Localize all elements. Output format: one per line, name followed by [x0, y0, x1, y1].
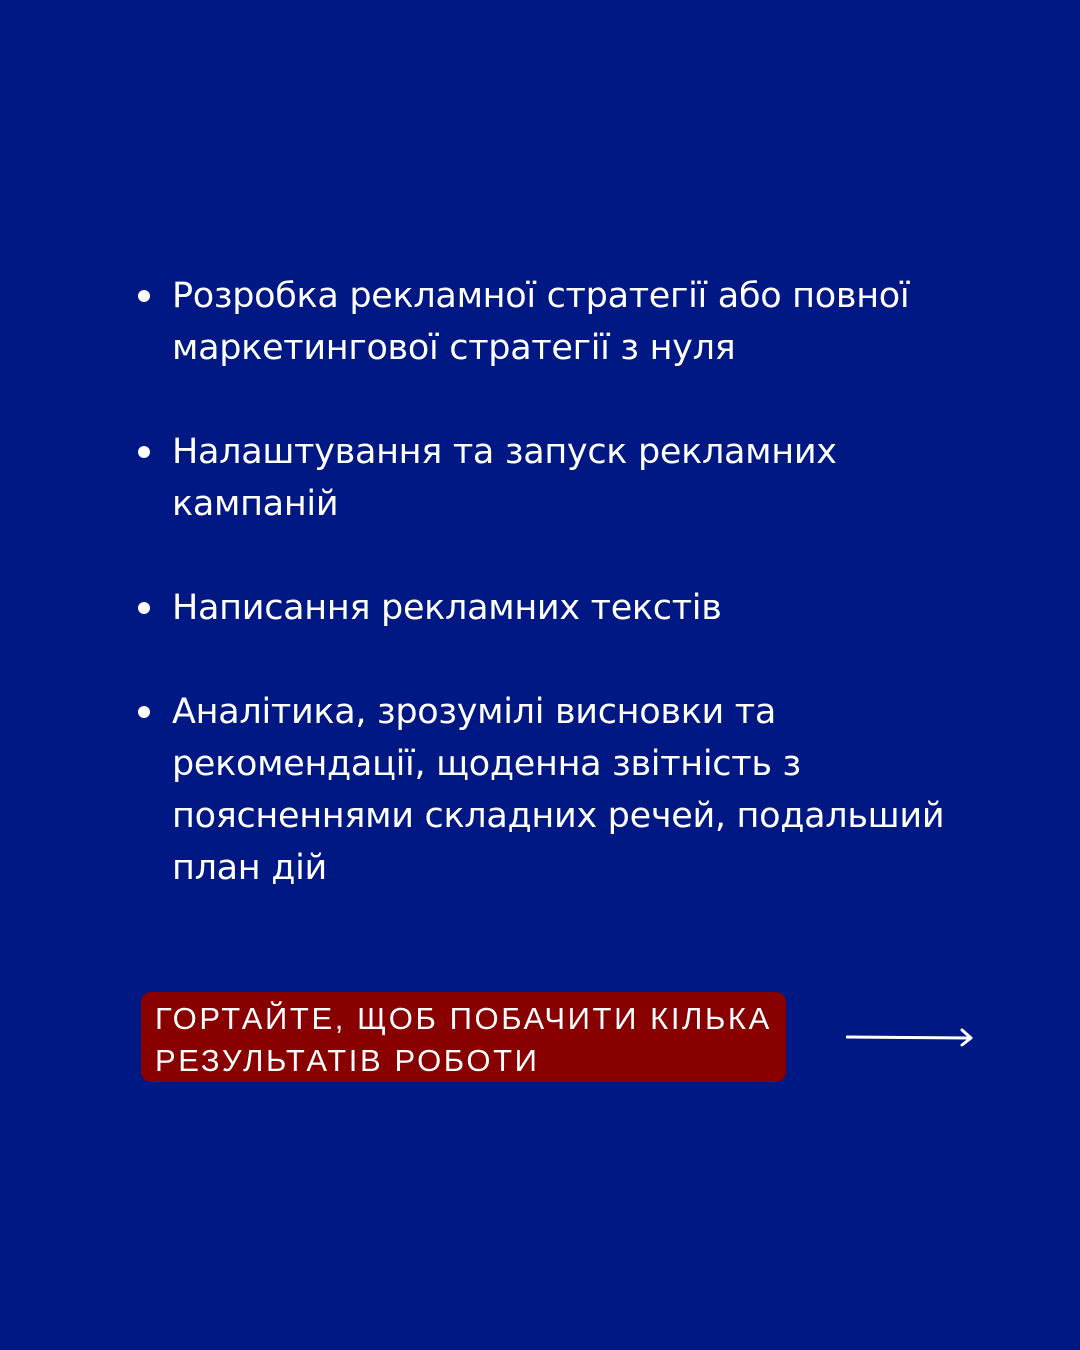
list-item	[0, 582, 1080, 634]
service-text: Розробка рекламної стратегії або повної маркетингової стратегії з нуля	[172, 276, 910, 368]
list-item	[0, 270, 1080, 374]
list-item	[0, 426, 1080, 530]
service-text: Налаштування та запуск рекламних кампаній	[172, 432, 837, 524]
cta-text: ГОРТАЙТЕ, ЩОБ ПОБАЧИТИ КІЛЬКА РЕЗУЛЬТАТІВ РОБОТИ	[155, 1001, 772, 1078]
service-text: Написання рекламних текстів	[172, 588, 722, 628]
bullet-dot-icon	[138, 446, 150, 458]
service-text: Аналітика, зрозумілі висновки та рекомендації, щоденна звітність з поясненнями складних речей, подальший план дій	[172, 692, 945, 888]
bullet-dot-icon	[138, 706, 150, 718]
bullet-dot-icon	[138, 290, 150, 302]
list-item	[0, 686, 1080, 894]
arrow-right-icon	[846, 1026, 974, 1048]
bullet-dot-icon	[138, 602, 150, 614]
services-list	[0, 270, 1080, 946]
cta-banner	[141, 992, 786, 1082]
